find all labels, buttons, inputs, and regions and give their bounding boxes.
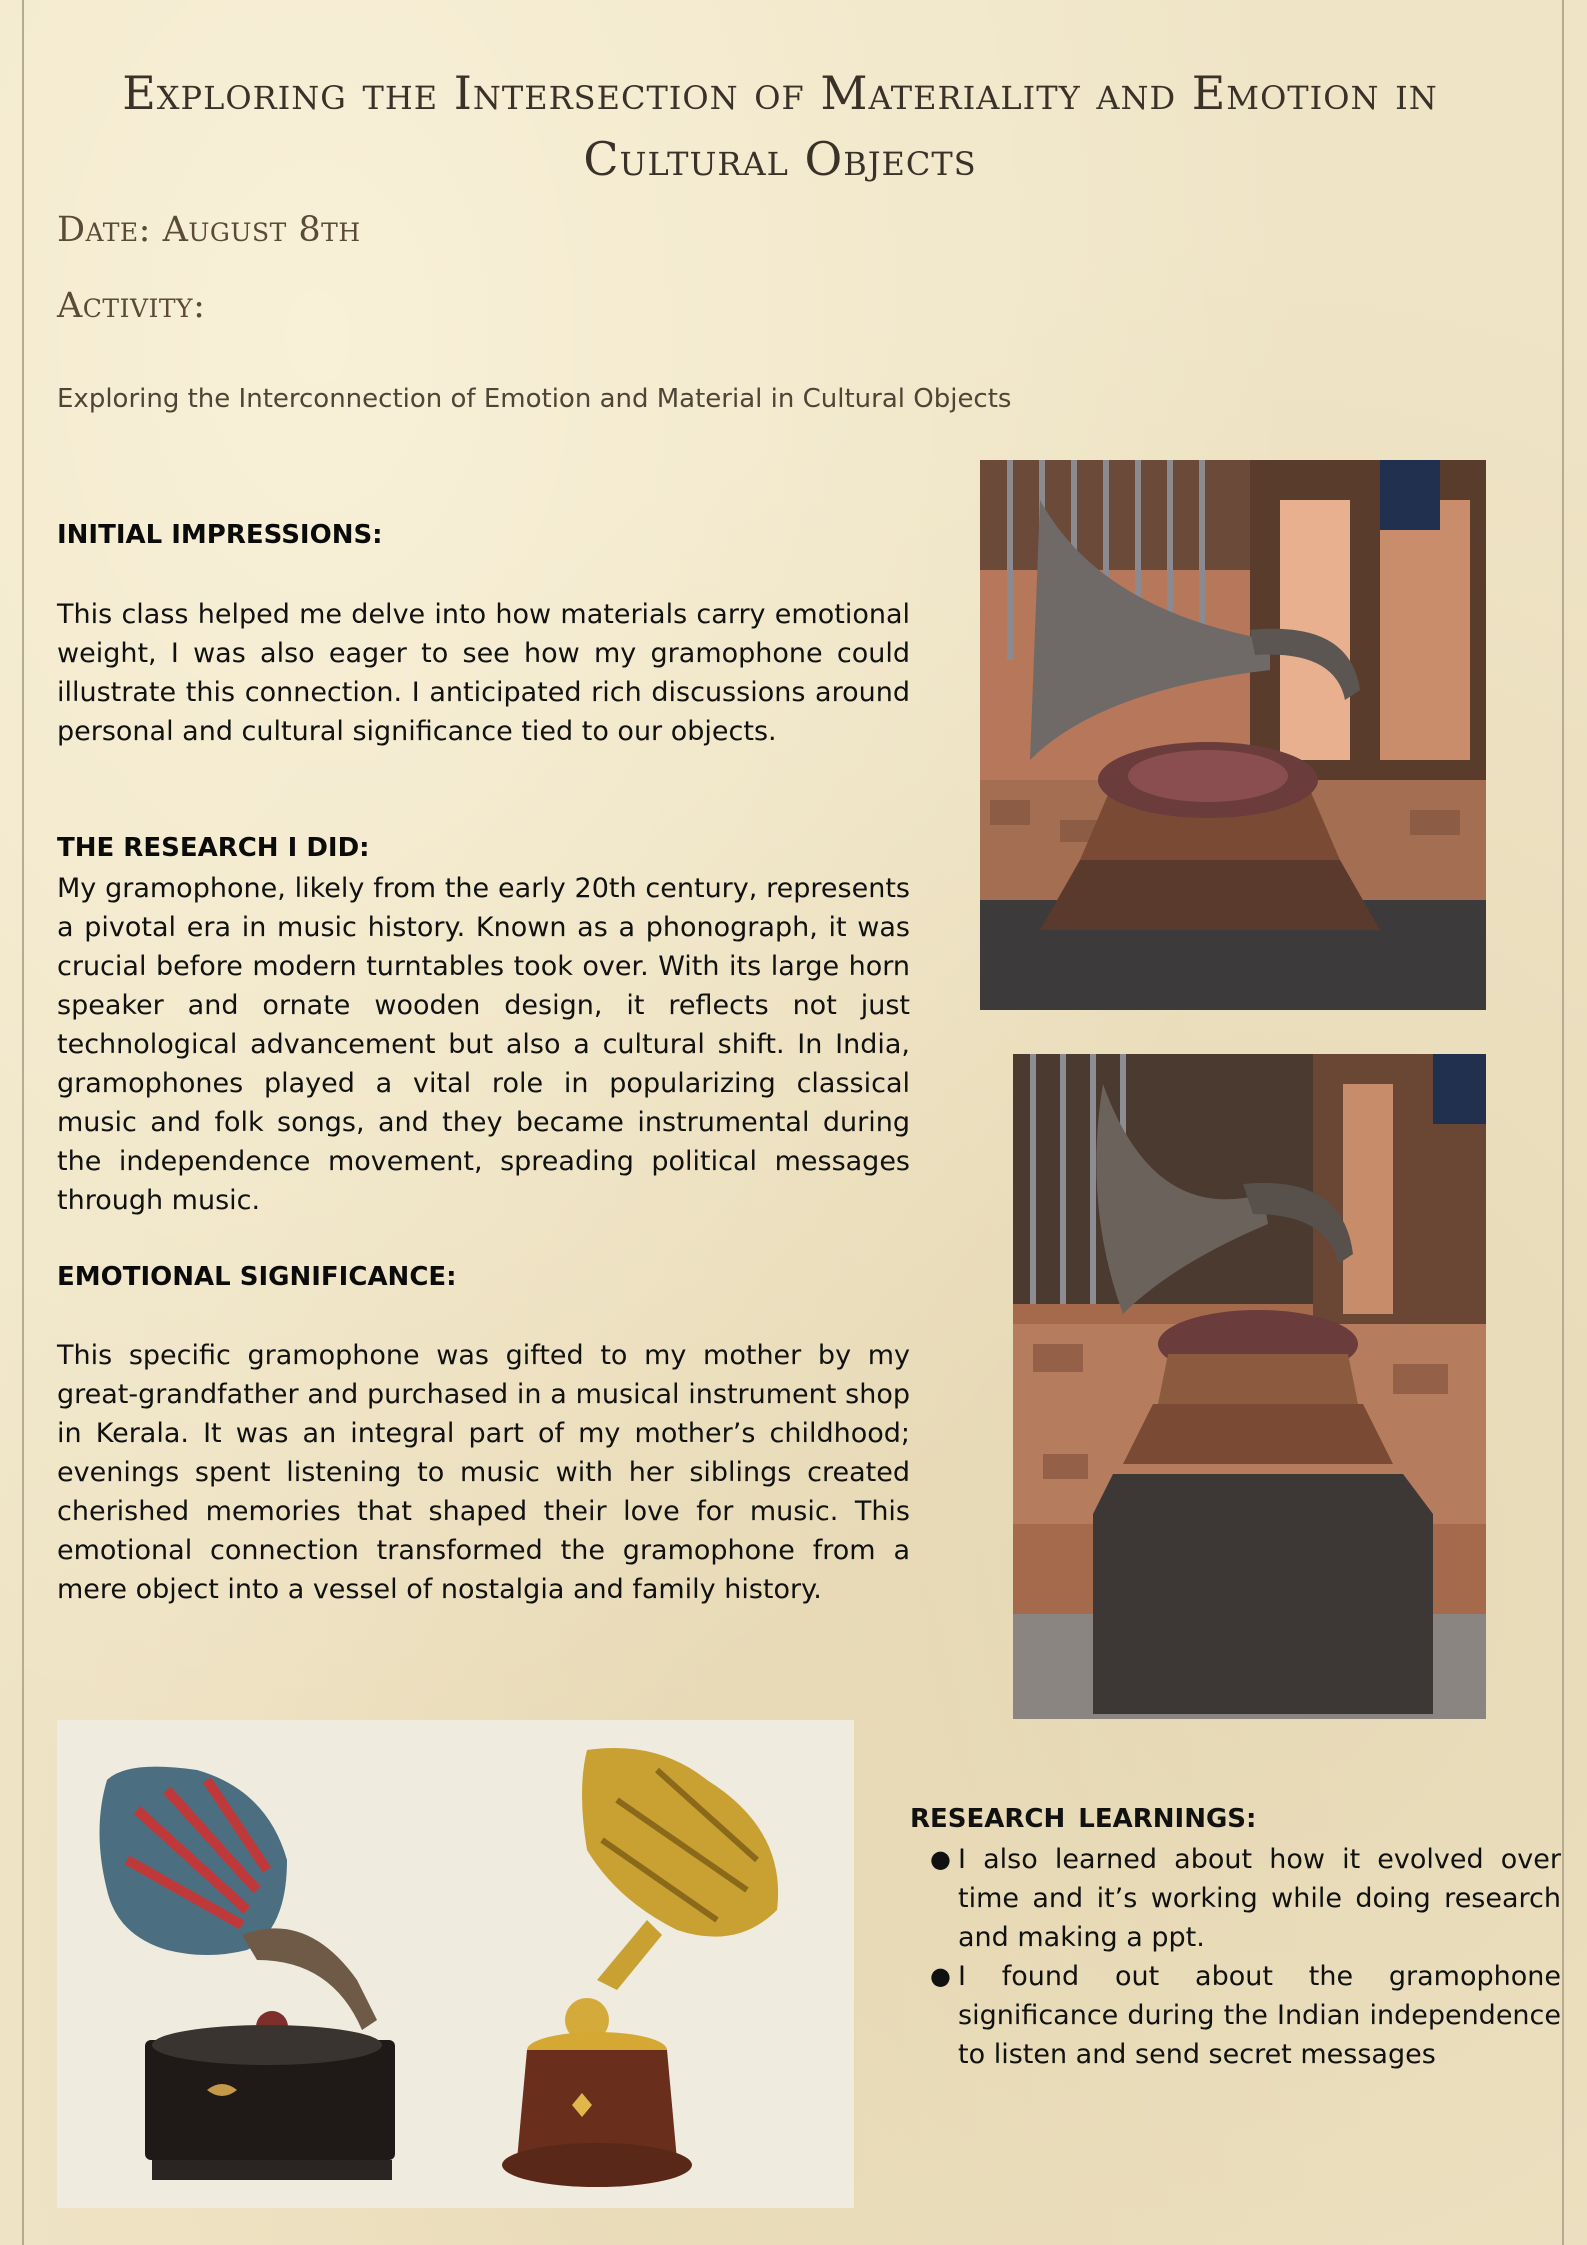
activity-label: Activity: [57, 286, 206, 326]
list-item-text: I also learned about how it evolved over time and it’s working while doing research and making a ppt. [958, 1844, 1561, 1953]
list-item [930, 1957, 1561, 2074]
bullet-icon: ● [930, 1845, 951, 1873]
emotional-significance-heading: EMOTIONAL SIGNIFICANCE: [57, 1262, 457, 1292]
research-heading: THE RESEARCH I DID: [57, 833, 370, 863]
initial-impressions-body: This class helped me delve into how materials carry emotional weight, I was also eager to see how my gramophone could illustrate this connection. I anticipated rich discussions around personal and cultural significance tied to our objects. [57, 599, 910, 747]
date-line: Date: August 8th [57, 210, 361, 250]
activity-text: Exploring the Interconnection of Emotion and Material in Cultural Objects [57, 384, 1012, 414]
page-border-left [22, 0, 24, 2245]
research-learnings-heading: RESEARCH LEARNINGS: [910, 1804, 1257, 1834]
list-item-text: I found out about the gramophone significance during the Indian independence to listen and send secret messages [958, 1961, 1561, 2070]
research-body: My gramophone, likely from the early 20th century, represents a pivotal era in music history. Known as a phonograph, it was crucial before modern turntables took over. With its large horn speaker and ornate wooden design, it reflects not just technological advancement but also a cultural shift. In India, gramophones played a vital role in popularizing classical music and folk songs, and they became instrumental during the independence movement, spreading political messages through music. [57, 873, 910, 1216]
page-border-right [1562, 0, 1564, 2245]
gramophone-illustration [57, 1720, 854, 2208]
gramophone-photo-2 [1013, 1054, 1486, 1719]
page-title: Exploring the Intersection of Materiality and Emotion in Cultural Objects [122, 66, 1438, 186]
bullet-icon: ● [930, 1962, 951, 1990]
initial-impressions-heading: INITIAL IMPRESSIONS: [57, 520, 383, 550]
gramophone-photo-1 [980, 460, 1486, 1010]
emotional-significance-body: This specific gramophone was gifted to my mother by my great-grandfather and purchased in a musical instrument shop in Kerala. It was an integral part of my mother’s childhood; evenings spent listening to music with her siblings created cherished memories that shaped their love for music. This emotional connection transformed the gramophone from a mere object into a vessel of nostalgia and family history. [57, 1340, 910, 1605]
research-learnings-list [910, 1840, 1561, 2074]
list-item [930, 1840, 1561, 1957]
